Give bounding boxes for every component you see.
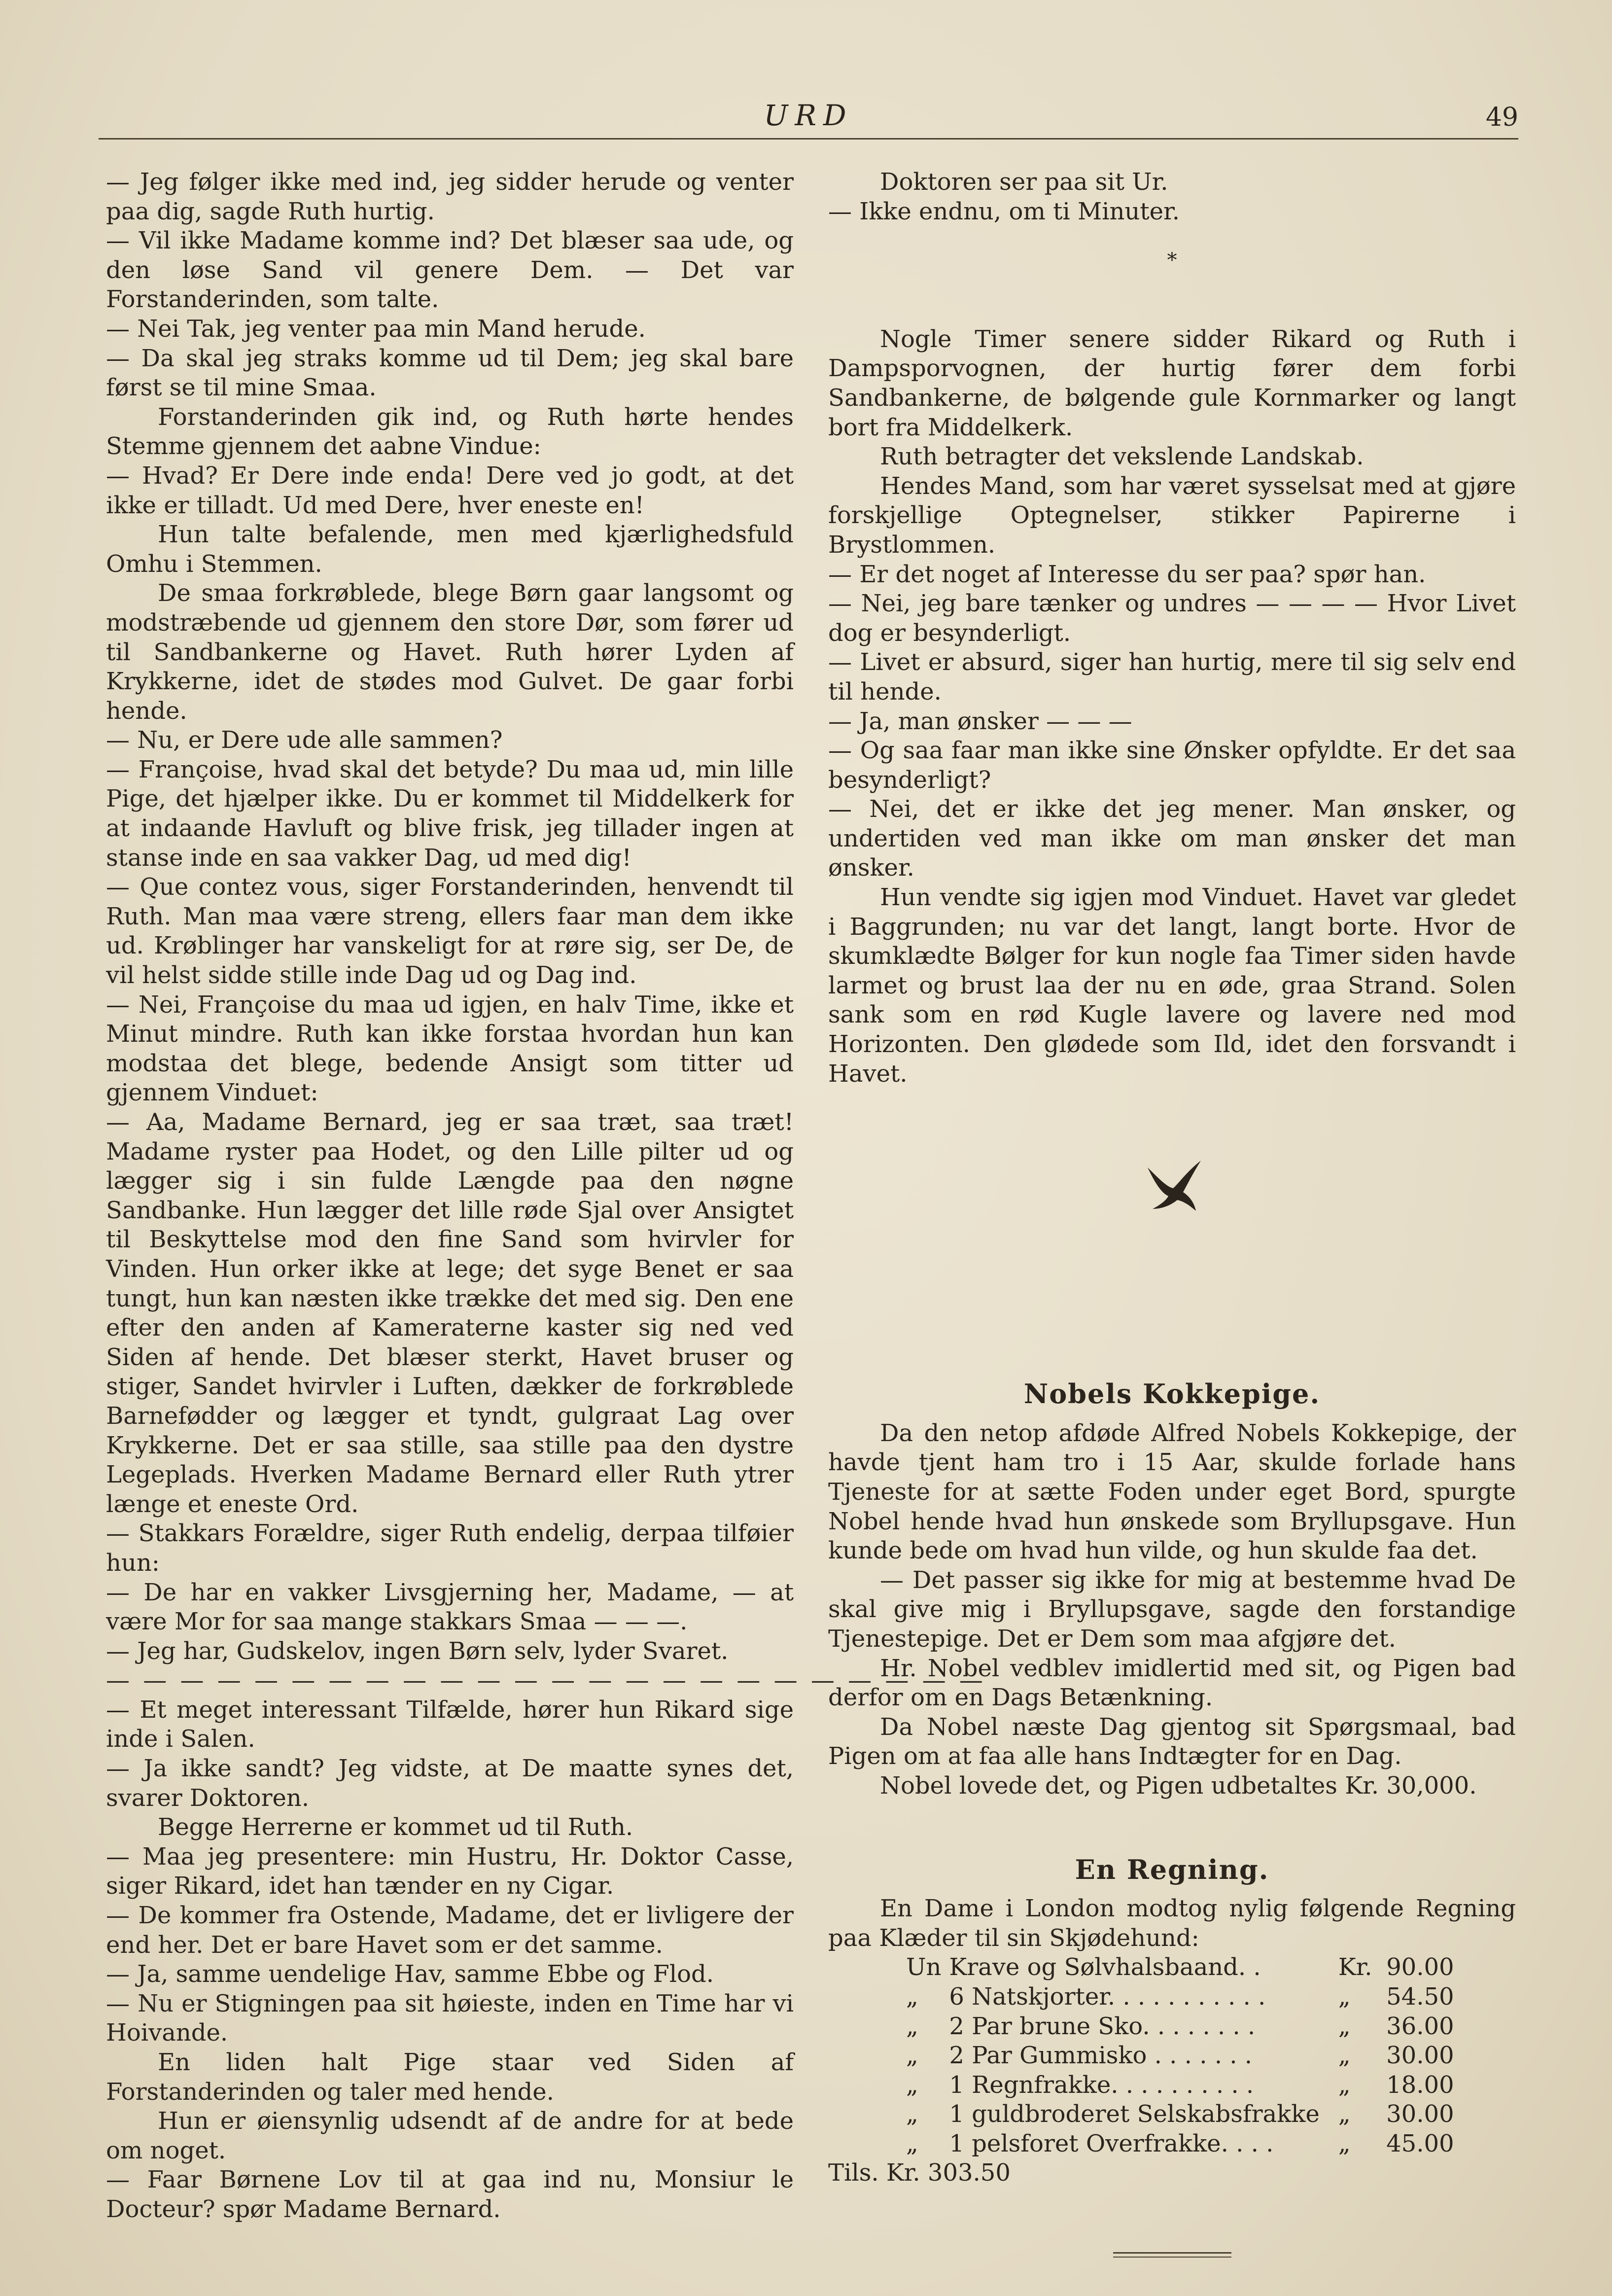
swallow-icon xyxy=(1138,1158,1207,1217)
bill-amount: 18.00 xyxy=(1386,2071,1454,2099)
page-number: 49 xyxy=(1485,103,1518,132)
journal-title: URD xyxy=(764,99,853,132)
paragraph: Forstanderinden gik ind, og Ruth hørte hendes Stemme gjennem det aabne Vindue: xyxy=(106,403,794,460)
bill-desc: 2 Par brune Sko. . . . . . . . xyxy=(949,2012,1256,2040)
bill-qty: Un xyxy=(906,1953,942,1981)
bill-row xyxy=(902,1953,1458,1982)
paragraph: — Faar Børnene Lov til at gaa ind nu, Monsiur le Docteur? spør Madame Bernard. xyxy=(106,2166,794,2223)
paragraph: — Que contez vous, siger Forstanderinden, henvendt til Ruth. Man maa være streng, ellers faar man dem ikke ud. Krøblinger har vanskeligt for at røre sig, ser De, de vil helst sidde stille inde Dag ud og Dag ind. xyxy=(106,873,794,989)
nobel-heading: Nobels Kokkepige. xyxy=(1023,1378,1321,1410)
bill-unit: „ xyxy=(1338,2042,1351,2070)
bill-row xyxy=(902,2041,1458,2071)
bill-desc: 1 guldbroderet Selskabsfrakke xyxy=(949,2100,1320,2128)
bill-total: Tils. Kr. 303.50 xyxy=(828,2159,1011,2187)
bill-amount: 45.00 xyxy=(1386,2129,1454,2157)
paragraph: — Nu, er Dere ude alle sammen? xyxy=(106,726,503,754)
bill-amount: 30.00 xyxy=(1386,2100,1454,2128)
paragraph: — Stakkars Forældre, siger Ruth endelig, derpaa tilføier hun: xyxy=(106,1519,794,1577)
paragraph: — Jeg følger ikke med ind, jeg sidder herude og venter paa dig, sagde Ruth hurtig. xyxy=(106,168,794,225)
bill-unit: „ xyxy=(1338,2071,1351,2099)
bill-desc: 2 Par Gummisko . . . . . . . xyxy=(949,2042,1252,2070)
bill-unit: „ xyxy=(1338,2012,1351,2040)
paragraph: — Françoise, hvad skal det betyde? Du maa ud, min lille Pige, det hjælper ikke. Du er kommet til Middelkerk for at indaande Havluft og blive frisk, jeg tillader ingen at stanse inde en saa vakker Dag, ud med dig! xyxy=(106,755,794,872)
bill-qty: „ xyxy=(906,2042,918,2070)
bill-qty: „ xyxy=(906,2100,918,2128)
bill-qty: „ xyxy=(906,1982,918,2011)
bill-row xyxy=(902,2012,1458,2042)
paragraph: — Aa, Madame Bernard, jeg er saa træt, saa træt! Madame ryster paa Hodet, og den Lille pilter ud og lægger sig i sin fulde Længde paa den nøgne Sandbanke. Hun lægger det lille røde Sjal over Ansigtet til Beskyttelse mod den fine Sand som hvirvler for Vinden. Hun orker ikke at lege; det syge Benet er saa tungt, hun kan næsten ikke trække det med sig. Den ene efter den anden af Kameraterne kaster sig ned ved Siden af hende. Det blæser sterkt, Havet bruser og stiger, Sandet hvirvler i Luften, dækker de forkrøblede Barnefødder og lægger et tyndt, gulgraat Lag over Krykkerne. Det er saa stille, saa stille paa den dystre Legeplads. Hverken Madame Bernard eller Ruth ytrer længe et eneste Ord. xyxy=(106,1108,794,1518)
paragraph: — Er det noget af Interesse du ser paa? spør han. xyxy=(828,560,1426,588)
paragraph: Hendes Mand, som har været sysselsat med at gjøre forskjellige Optegnelser, stikker Papirerne i Brystlommen. xyxy=(828,472,1516,559)
paragraph: — Det passer sig ikke for mig at bestemme hvad De skal give mig i Bryllupsgave, sagde den forstandige Tjenestepige. Det er Dem som maa afgjøre det. xyxy=(828,1566,1516,1653)
paragraph: Hun vendte sig igjen mod Vinduet. Havet var gledet i Baggrunden; nu var det langt, langt borte. Hvor de skumklædte Bølger for kun nogle faa Timer siden havde larmet og brust laa der nu en øde, graa Strand. Solen sank som en rød Kugle lavere og lavere ned mod Horizonten. Den glødede som Ild, idet den forsvandt i Havet. xyxy=(828,883,1516,1088)
paragraph: Nobel lovede det, og Pigen udbetaltes Kr. 30,000. xyxy=(880,1771,1477,1800)
paragraph: Nogle Timer senere sidder Rikard og Ruth i Dampsporvognen, der hurtig fører dem forbi Sandbankerne, de bølgende gule Kornmarker og langt bort fra Middelkerk. xyxy=(828,325,1516,441)
paragraph: — Ja, man ønsker — — — xyxy=(828,707,1132,735)
dash-separator: — — — — — — — — — — — — — — — — — — — — — — — — xyxy=(106,1666,986,1695)
paragraph: — Ja, samme uendelige Hav, samme Ebbe og Flod. xyxy=(106,1960,714,1988)
paragraph: — Nei, det er ikke det jeg mener. Man ønsker, og undertiden ved man ikke om man ønsker det man ønsker. xyxy=(828,795,1516,882)
bill-desc: 1 Regnfrakke. . . . . . . . . . xyxy=(949,2071,1254,2099)
paragraph: — Ikke endnu, om ti Minuter. xyxy=(828,197,1180,225)
bill-row xyxy=(902,1982,1458,2012)
bill-desc: 6 Natskjorter. . . . . . . . . . . xyxy=(949,1982,1266,2011)
paragraph: — Nei, Françoise du maa ud igjen, en halv Time, ikke et Minut mindre. Ruth kan ikke forstaa hvordan hun kan modstaa det blege, bedende Ansigt som titter ud gjennem Vinduet: xyxy=(106,990,794,1107)
paragraph: Begge Herrerne er kommet ud til Ruth. xyxy=(158,1813,633,1841)
bill-qty: „ xyxy=(906,2071,918,2099)
paragraph: — Og saa faar man ikke sine Ønsker opfyldte. Er det saa besynderligt? xyxy=(828,737,1516,794)
page-header xyxy=(99,99,1518,138)
nobel-article xyxy=(828,1419,1516,1801)
paragraph: — Nei, jeg bare tænker og undres — — — — Hvor Livet dog er besynderligt. xyxy=(828,590,1516,647)
bill-desc: Krave og Sølvhalsbaand. . xyxy=(949,1953,1261,1981)
bill-amount: 30.00 xyxy=(1386,2042,1454,2070)
bill-row xyxy=(902,2100,1458,2129)
regning-intro: En Dame i London modtog nylig følgende Regning paa Klæder til sin Skjødehund: xyxy=(828,1895,1516,1952)
bill-desc: 1 pelsforet Overfrakke. . . . xyxy=(949,2129,1274,2157)
right-column xyxy=(828,168,1516,2258)
bill-unit: „ xyxy=(1338,2100,1351,2128)
paragraph: Da Nobel næste Dag gjentog sit Spørgsmaal, bad Pigen om at faa alle hans Indtægter for en Dag. xyxy=(828,1713,1516,1770)
bill-qty: „ xyxy=(906,2129,918,2157)
paragraph: — Hvad? Er Dere inde enda! Dere ved jo godt, at det ikke er tilladt. Ud med Dere, hver eneste en! xyxy=(106,461,794,519)
paragraph: — De har en vakker Livsgjerning her, Madame, — at være Mor for saa mange stakkars Smaa — — —. xyxy=(106,1578,794,1636)
paragraph: Doktoren ser paa sit Ur. xyxy=(880,168,1168,196)
right-column-story-end xyxy=(828,325,1516,1089)
paragraph: — De kommer fra Ostende, Madame, det er livligere der end her. Det er bare Havet som er det samme. xyxy=(106,1902,794,1959)
paragraph: — Nei Tak, jeg venter paa min Mand herude. xyxy=(106,315,646,343)
paragraph: — Nu er Stigningen paa sit høieste, inden en Time har vi Hoivande. xyxy=(106,1989,794,2047)
paragraph: En liden halt Pige staar ved Siden af Forstanderinden og taler med hende. xyxy=(106,2049,794,2106)
paragraph: — Vil ikke Madame komme ind? Det blæser saa ude, og den løse Sand vil genere Dem. — Det var Forstanderinden, som talte. xyxy=(106,227,794,314)
bill-amount: 36.00 xyxy=(1386,2012,1454,2040)
bill-table xyxy=(902,1953,1458,2158)
bill-qty: „ xyxy=(906,2012,918,2040)
bill-unit: Kr. xyxy=(1338,1953,1372,1981)
right-column-top xyxy=(828,168,1516,226)
paragraph: De smaa forkrøblede, blege Børn gaar langsomt og modstræbende ud gjennem den store Dør, som fører ud til Sandbankerne og Havet. Ruth hører Lyden af Krykkerne, idet de stødes mod Gulvet. De gaar forbi hende. xyxy=(106,579,794,725)
header-rule xyxy=(99,138,1518,140)
paragraph: — Jeg har, Gudskelov, ingen Børn selv, lyder Svaret. xyxy=(106,1637,729,1665)
paragraph: — Da skal jeg straks komme ud til Dem; jeg skal bare først se til mine Smaa. xyxy=(106,344,794,402)
regning-heading: En Regning. xyxy=(1075,1853,1269,1885)
end-rule xyxy=(1113,2252,1231,2258)
bill-unit: „ xyxy=(1338,2129,1351,2157)
paragraph: — Ja ikke sandt? Jeg vidste, at De maatte synes det, svarer Doktoren. xyxy=(106,1755,794,1812)
paragraph: Hun talte befalende, men med kjærlighedsfuld Omhu i Stemmen. xyxy=(106,521,794,578)
paragraph: — Et meget interessant Tilfælde, hører hun Rikard sige inde i Salen. xyxy=(106,1696,794,1753)
bill-row xyxy=(902,2129,1458,2159)
bill-amount: 90.00 xyxy=(1386,1953,1454,1981)
paragraph: Hr. Nobel vedblev imidlertid med sit, og Pigen bad derfor om en Dags Betænkning. xyxy=(828,1654,1516,1712)
paragraph: Hun er øiensynlig udsendt af de andre for at bede om noget. xyxy=(106,2107,794,2164)
paragraph: — Maa jeg presentere: min Hustru, Hr. Doktor Casse, siger Rikard, idet han tænder en ny Cigar. xyxy=(106,1842,794,1900)
section-star: * xyxy=(1167,249,1177,272)
paragraph: Da den netop afdøde Alfred Nobels Kokkepige, der havde tjent ham tro i 15 Aar, skulde forlade hans Tjeneste for at sætte Foden under eget Bord, spurgte Nobel hende hvad hun ønskede som Bryllupsgave. Hun kunde bede om hvad hun vilde, og hun skulde faa det. xyxy=(828,1419,1516,1565)
bill-row xyxy=(902,2071,1458,2100)
bill-amount: 54.50 xyxy=(1386,1982,1454,2011)
paragraph: Ruth betragter det vekslende Landskab. xyxy=(880,443,1364,471)
bill-unit: „ xyxy=(1338,1982,1351,2011)
paragraph: — Livet er absurd, siger han hurtig, mere til sig selv end til hende. xyxy=(828,648,1516,706)
